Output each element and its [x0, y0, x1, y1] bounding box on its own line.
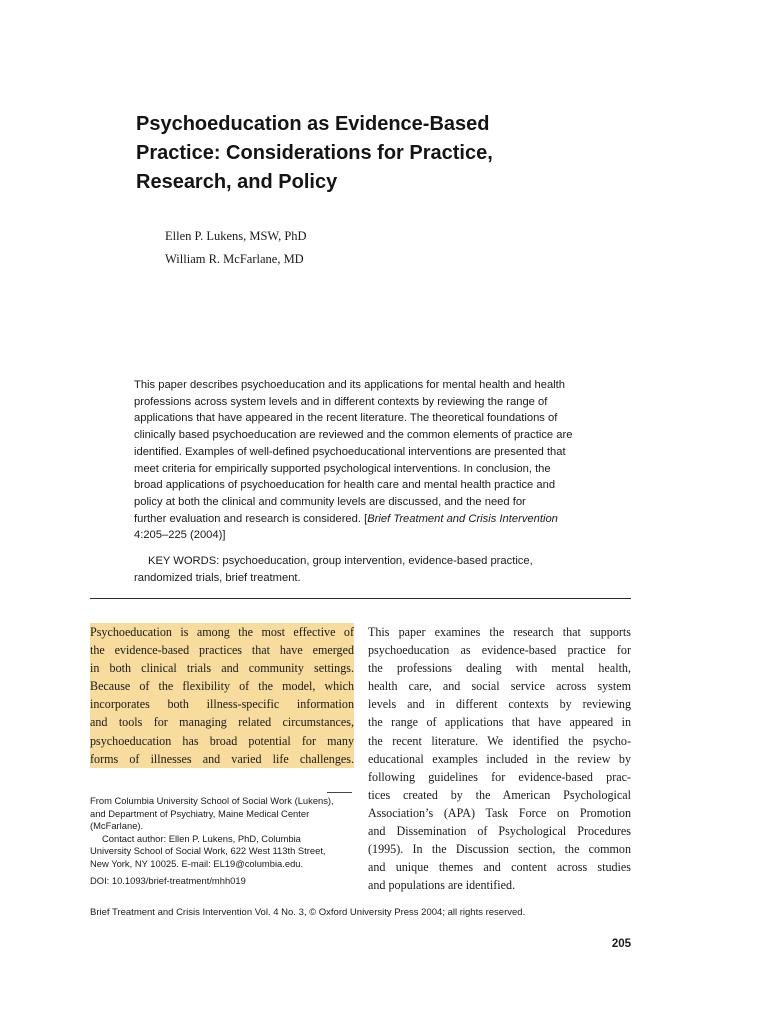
title-line: Practice: Considerations for Practice,: [136, 142, 493, 164]
abstract: [134, 377, 604, 544]
pullquote-line: forms of illnesses and varied life challenges.: [90, 750, 354, 768]
abstract-line: identified. Examples of well-defined psychoeducational interventions are presented that: [134, 445, 566, 458]
pullquote-line: incorporates both illness-specific information: [90, 695, 354, 713]
pullquote-line: psychoeducation has broad potential for many: [90, 732, 354, 750]
affiliation-line: (McFarlane).: [90, 820, 144, 832]
journal-citation: Brief Treatment and Crisis Intervention: [367, 512, 558, 525]
body-line: Association’s (APA) Task Force on Promotion: [368, 805, 631, 820]
abstract-line: professions across system levels and in different contexts by reviewing the range of: [134, 395, 548, 408]
pullquote-line: Because of the flexibility of the model, which: [90, 677, 354, 695]
body-line: and unique themes and content across studies: [368, 860, 631, 875]
footnote-divider: [327, 792, 352, 793]
affiliation-line: From Columbia University School of Social Work (Lukens),: [90, 795, 334, 806]
doi: DOI: 10.1093/brief-treatment/mhh019: [90, 874, 246, 886]
contact-line: Contact author: Ellen P. Lukens, PhD, Columbia: [102, 832, 301, 844]
highlighted-pullquote: [90, 623, 354, 768]
pullquote-line: Psychoeducation is among the most effective of: [90, 623, 354, 641]
body-line: This paper examines the research that supports: [368, 625, 631, 639]
title-line: Psychoeducation as Evidence-Based: [136, 113, 490, 135]
body-line: and Dissemination of Psychological Procedures: [368, 824, 631, 839]
body-line: levels and in different contexts by reviewing: [368, 697, 631, 712]
title-line: Research, and Policy: [136, 171, 338, 193]
body-line: and populations are identified.: [368, 878, 516, 893]
body-line: tices created by the American Psychological: [368, 787, 631, 802]
abstract-line: 4:205–225 (2004)]: [134, 529, 226, 542]
body-line: (1995). In the Discussion section, the common: [368, 842, 631, 857]
body-line: the professions dealing with mental health,: [368, 661, 631, 676]
keywords-line: randomized trials, brief treatment.: [134, 571, 301, 584]
abstract-line: policy at both the clinical and community levels are discussed, and the need for: [134, 495, 526, 508]
body-line: following guidelines for evidence-based prac-: [368, 769, 631, 784]
contact-line: New York, NY 10025. E-mail: EL19@columbia.edu.: [90, 857, 304, 869]
body-line: the range of applications that have appeared in: [368, 715, 631, 730]
author-list: [165, 229, 307, 275]
keywords-line: KEY WORDS: psychoeducation, group intervention, evidence-based practice,: [148, 555, 533, 567]
pullquote-line: in both clinical trials and community settings.: [90, 659, 354, 677]
journal-footer: Brief Treatment and Crisis Intervention Vol. 4 No. 3, © Oxford University Press 2004; all rights reserved.: [90, 907, 526, 918]
pullquote-line: and tools for managing related circumstances,: [90, 713, 354, 731]
body-line: the recent literature. We identified the psycho-: [368, 733, 631, 748]
paper-title: [136, 110, 596, 197]
author-name: William R. McFarlane, MD: [165, 252, 304, 266]
pullquote-line: the evidence-based practices that have emerged: [90, 641, 354, 659]
abstract-line: broad applications of psychoeducation for health care and mental health practice and: [134, 479, 556, 492]
abstract-line: clinically based psychoeducation are reviewed and the common elements of practice are: [134, 429, 573, 442]
body-text-column: [368, 623, 631, 894]
abstract-line: [134, 511, 604, 528]
section-divider: [90, 598, 631, 599]
affiliation-line: and Department of Psychiatry, Maine Medical Center: [90, 807, 310, 819]
author-name: Ellen P. Lukens, MSW, PhD: [165, 229, 307, 243]
abstract-text: further evaluation and research is considered. [: [134, 512, 368, 525]
body-line: psychoeducation as evidence-based practice for: [368, 643, 631, 658]
keywords: [134, 553, 614, 586]
abstract-line: meet criteria for empirically supported psychological interventions. In conclusion, the: [134, 462, 551, 475]
body-line: health care, and social service across system: [368, 679, 631, 694]
abstract-line: applications that have appeared in the recent literature. The theoretical foundations of: [134, 412, 558, 425]
contact-line: University School of Social Work, 622 West 113th Street,: [90, 845, 326, 857]
author-affiliation-footnote: [90, 795, 370, 887]
body-line: educational examples included in the review by: [368, 751, 631, 766]
abstract-line: This paper describes psychoeducation and its applications for mental health and health: [134, 379, 565, 391]
page-number: 205: [611, 938, 631, 950]
